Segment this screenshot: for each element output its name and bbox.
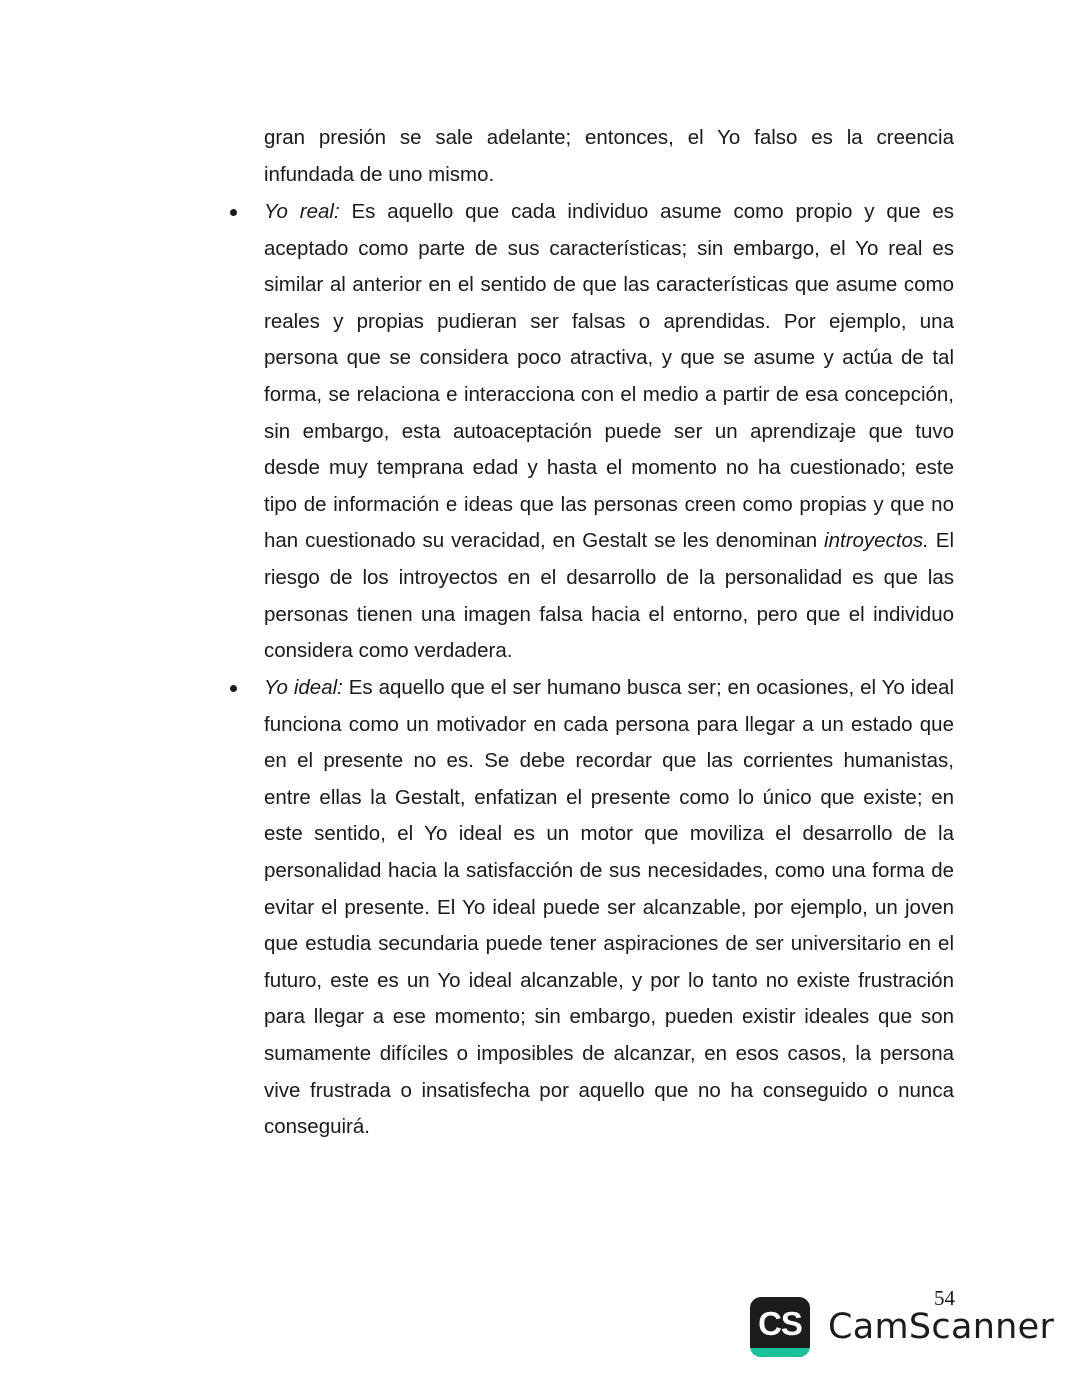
camscanner-wordmark: CamScanner <box>828 1307 1055 1347</box>
bullet-dot-icon <box>230 685 237 692</box>
page-number: 54 <box>934 1286 955 1310</box>
term-introyectos: introyectos. <box>824 529 929 553</box>
bullet-item-yo-ideal <box>264 670 954 1146</box>
bullet-dot-icon <box>230 209 237 216</box>
term-yo-real: Yo real: <box>264 200 340 223</box>
bullet-text: Es aquello que cada individuo asume como propio y que es aceptado como parte de sus características; sin embargo, el Yo real es similar al anterior en el sentido de que las características que asume como reales y propias pudieran ser falsas o aprendidas. Por ejemplo, una persona que se considera poco atractiva, y que se asume y actúa de tal forma, se relaciona e interacciona con el medio a partir de esa concepción, sin embargo, esta autoaceptación puede ser un aprendizaje que tuvo desde muy temprana edad y hasta el momento no ha cuestionado; este tipo de información e ideas que las personas creen como propias y que no han cuestionado su veracidad, en Gestalt se les denominan <box>264 200 954 553</box>
camscanner-logo-text: CS <box>758 1305 802 1342</box>
camscanner-logo-icon <box>750 1297 810 1357</box>
bullet-text-continued: El riesgo de los introyectos en el desarrollo de la personalidad es que las personas tienen una imagen falsa hacia el entorno, pero que el individuo considera como verdadera. <box>264 529 954 663</box>
term-yo-ideal: Yo ideal: <box>264 676 343 699</box>
camscanner-logo-accent <box>750 1348 810 1357</box>
camscanner-watermark <box>750 1296 1054 1358</box>
bullet-text: Es aquello que el ser humano busca ser; en ocasiones, el Yo ideal funciona como un motivador en cada persona para llegar a un estado que en el presente no es. Se debe recordar que las corrientes humanistas, entre ellas la Gestalt, enfatizan el presente como lo único que existe; en este sentido, el Yo ideal es un motor que moviliza el desarrollo de la personalidad hacia la satisfacción de sus necesidades, como una forma de evitar el presente. El Yo ideal puede ser alcanzable, por ejemplo, un joven que estudia secundaria puede tener aspiraciones de ser universitario en el futuro, este es un Yo ideal alcanzable, y por lo tanto no existe frustración para llegar a ese momento; sin embargo, pueden existir ideales que son sumamente difíciles o imposibles de alcanzar, en esos casos, la persona vive frustrada o insatisfecha por aquello que no ha conseguido o nunca conseguirá. <box>264 676 955 1139</box>
bullet-item-yo-real <box>264 194 954 670</box>
continuation-paragraph: gran presión se sale adelante; entonces, el Yo falso es la creencia infundada de uno mismo. <box>264 126 954 186</box>
